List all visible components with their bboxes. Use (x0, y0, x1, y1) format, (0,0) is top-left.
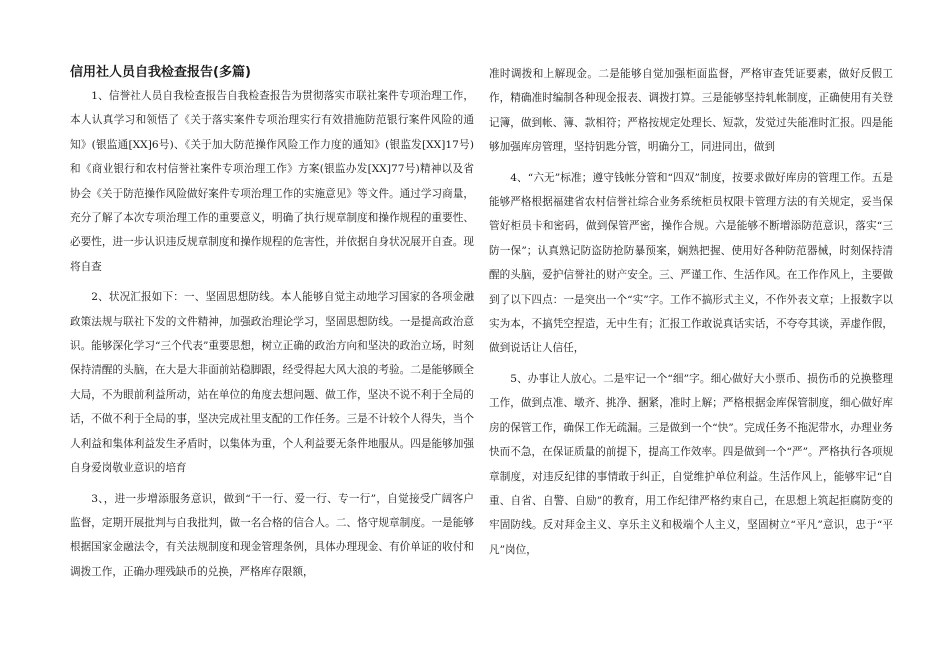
document-title: 信用社人员自我检查报告(多篇) (70, 65, 251, 80)
paragraph-5: 5、办事让人放心。二是牢记一个“细”字。细心做好大小票币、损伤币的兑换整理工作，做到点准、墩齐、挑净、捆紧，准时上解；严格根据金库保管制度，细心做好库房的保管工作，确保工作无疏漏。三是做到一个“快”。完成任务不拖泥带水，办理业务快而不急，在保证质量的前提下，提高工作效率。四是做到一个“严”。严格执行各项规章制度，对违反纪律的事情敢于纠正，自觉维护单位利益。生活作风上，能够牢记“自重、自省、自警、自励”的教育，用工作纪律严格约束自己，在思想上筑起拒腐防变的牢固防线。反对拜金主义、享乐主义和极端个人主义，坚固树立“平凡”意识，忠于“平凡”岗位， (489, 372, 893, 556)
right-column (489, 62, 893, 568)
paragraph-3-continued: 准时调拨和上解现金。二是能够自觉加强柜面监督，严格审查凭证要素，做好反假工作，精确准时编制各种现金报表、调拨打算。三是能够坚持轧帐制度，正确使用有关登记簿，做到帐、簿、款相符；严格按规定处理长、短款，发觉过失能准时汇报。四是能够加强库房管理，坚持钥匙分管，明确分工，同进同出，做到 (489, 68, 893, 154)
left-column (70, 62, 474, 590)
paragraph-3: 3、，进一步增添服务意识，做到“干一行、爱一行、专一行”，自觉接受广阔客户监督，定期开展批判与自我批判，做一名合格的信合人。二、恪守规章制度。一是能够根据国家金融法令，有关法规制度和现金管理条例，具体办理现金、有价单证的收付和调拨工作，正确办理残缺币的兑换，严格库存限额， (70, 492, 474, 578)
paragraph-2: 2、状况汇报如下：一、坚固思想防线。本人能够自觉主动地学习国家的各项金融政策法规与联社下发的文件精神，加强政治理论学习，坚固思想防线。一是提高政治意识。能够深化学习“三个代表”重要思想，树立正确的政治方向和坚决的政治立场，时刻保持清醒的头脑，在大是大非面前站稳脚跟，经受得起大风大浪的考验。二是能够顾全大局，不为眼前利益所动，站在单位的角度去想问题、做工作，坚决不说不利于全局的话，不做不利于全局的事，坚决完成社里支配的工作任务。三是不计较个人得失，当个人利益和集体利益发生矛盾时，以集体为重，个人利益要无条件地服从。四是能够加强自身爱岗敬业意识的培育 (70, 291, 474, 475)
paragraph-1: 1、信誉社人员自我检查报告自我检查报告为贯彻落实市联社案件专项治理工作，本人认真学习和领悟了《关于落实案件专项治理实行有效措施防范银行案件风险的通知》(银监通[XX]6号)、《关于加大防范操作风险工作力度的通知》(银监发[XX]17号)和《商业银行和农村信誉社案件专项治理工作》方案(银监办发[XX]77号)精神以及省协会《关于防范操作风险做好案件专项治理工作的实施意见》等文件。通过学习商量，充分了解了本次专项治理工作的重要意义，明确了执行规章制度和操作规程的重要性、必要性，进一步认识违反规章制度和操作规程的危害性，并依据自身状况展开自查。现将自查 (70, 90, 474, 273)
paragraph-4: 4、“六无”标准；遵守钱帐分管和“四双”制度，按要求做好库房的管理工作。五是能够严格根据福建省农村信誉社综合业务系统柜员权限卡管理方法的有关规定，妥当保管好柜员卡和密码，做到保管严密，操作合规。六是能够不断增添防范意识，落实“三防一保”；认真熟记防盗防抢防暴预案，娴熟把握、使用好各种防范器械，时刻保持清醒的头脑，爱护信誉社的财产安全。三、严谨工作、生活作风。在工作作风上，主要做到了以下四点：一是突出一个“实”字。工作不搞形式主义，不作外表文章；上报数字以实为本，不搞凭空捏造，无中生有；汇报工作敢说真话实话，不夸夸其谈，弄虚作假，做到说话让人信任， (489, 171, 893, 355)
